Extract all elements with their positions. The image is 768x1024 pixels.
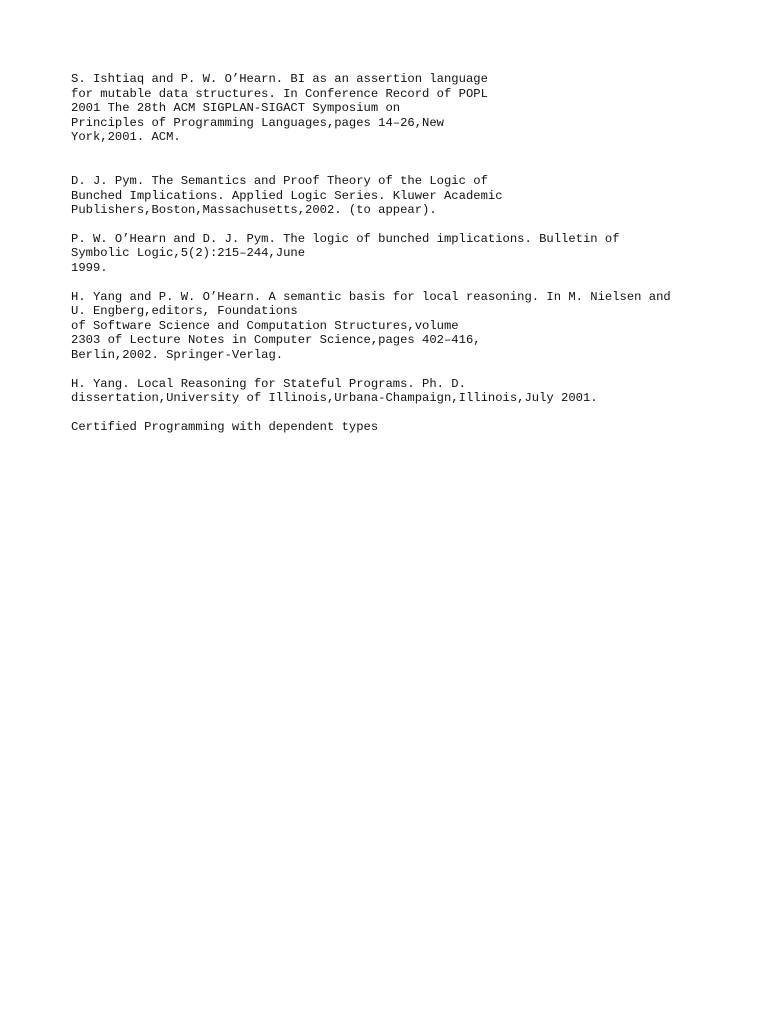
reference-line: of Software Science and Computation Structures,volume	[71, 318, 459, 333]
reference-line: York,2001. ACM.	[71, 130, 181, 145]
footer-text: Certified Programming with dependent types	[71, 419, 379, 434]
reference-entry	[71, 72, 731, 145]
reference-line: H. Yang and P. W. O’Hearn. A semantic basis for local reasoning. In M. Nielsen and	[71, 289, 671, 304]
reference-line: S. Ishtiaq and P. W. O’Hearn. BI as an assertion language	[71, 72, 488, 86]
reference-entry	[71, 290, 731, 363]
reference-list	[71, 72, 731, 434]
reference-line: D. J. Pym. The Semantics and Proof Theory of the Logic of	[71, 173, 488, 188]
reference-line: H. Yang. Local Reasoning for Stateful Programs. Ph. D.	[71, 376, 466, 391]
reference-entry	[71, 232, 731, 276]
reference-line: Symbolic Logic,5(2):215–244,June	[71, 246, 306, 261]
reference-entry	[71, 377, 731, 406]
footer-line	[71, 420, 731, 435]
reference-line: P. W. O’Hearn and D. J. Pym. The logic of bunched implications. Bulletin of	[71, 231, 620, 246]
reference-line: U. Engberg,editors, Foundations	[71, 304, 298, 319]
reference-line: 1999.	[71, 260, 108, 275]
reference-line: Principles of Programming Languages,pages 14–26,New	[71, 115, 444, 130]
reference-line: Publishers,Boston,Massachusetts,2002. (to appear).	[71, 203, 437, 218]
reference-entry	[71, 174, 731, 218]
reference-line: 2303 of Lecture Notes in Computer Science,pages 402–416,	[71, 333, 481, 348]
reference-line: for mutable data structures. In Conference Record of POPL	[71, 86, 488, 101]
reference-line: 2001 The 28th ACM SIGPLAN-SIGACT Symposium on	[71, 101, 401, 116]
reference-line: Bunched Implications. Applied Logic Series. Kluwer Academic	[71, 188, 503, 203]
reference-line: dissertation,University of Illinois,Urbana-Champaign,Illinois,July 2001.	[71, 391, 598, 406]
reference-line: Berlin,2002. Springer-Verlag.	[71, 347, 284, 362]
